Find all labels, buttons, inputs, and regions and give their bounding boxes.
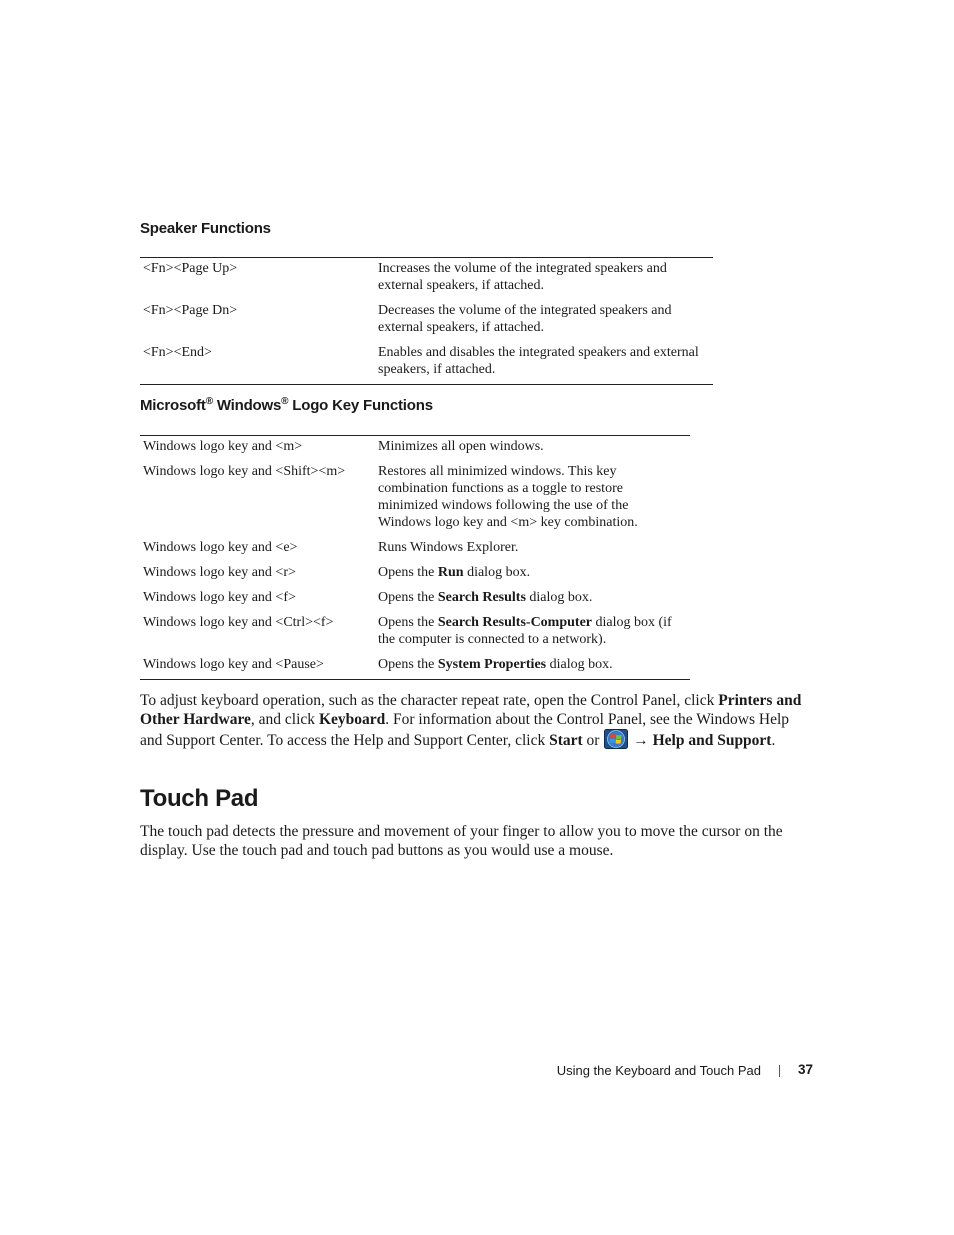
heading-windows: Windows (212, 397, 282, 414)
adjust-keyboard-paragraph (140, 692, 812, 751)
page-footer (0, 1061, 954, 1081)
key-combo: <Fn><Page Dn> (143, 303, 238, 318)
table-row (140, 436, 690, 464)
key-description: Enables and disables the integrated speakers and external speakers, if attached. (378, 345, 699, 377)
desc-text: dialog box. (546, 657, 613, 672)
key-description (378, 614, 690, 656)
dialog-name: System Properties (437, 657, 547, 672)
menu-path-keyboard: Keyboard (318, 710, 386, 728)
key-description (378, 656, 690, 680)
touch-pad-title: Touch Pad (140, 785, 259, 812)
table-row (140, 656, 690, 680)
key-description: Runs Windows Explorer. (378, 540, 519, 555)
table-row (140, 302, 713, 344)
key-combo: Windows logo key and <Ctrl><f> (143, 615, 334, 630)
table-row (140, 344, 713, 385)
menu-path-help-support: Help and Support (652, 732, 772, 750)
table-row (140, 539, 690, 564)
key-combo: Windows logo key and <m> (143, 439, 303, 454)
key-combo: <Fn><Page Up> (143, 261, 238, 276)
heading-rest: Logo Key Functions (288, 397, 433, 414)
key-description (378, 564, 690, 589)
speaker-functions-table (140, 257, 713, 385)
key-combo: Windows logo key and <e> (143, 540, 298, 555)
table-row (140, 589, 690, 614)
desc-text: Opens the (378, 565, 438, 580)
desc-text: dialog box. (463, 565, 531, 580)
windows-start-icon (604, 729, 628, 749)
touch-pad-paragraph: The touch pad detects the pressure and movement of your finger to allow you to move the cursor on the display. Use the touch pad and touch pad buttons as you would use a mouse. (140, 823, 783, 859)
registered-mark: ® (281, 396, 289, 407)
speaker-functions-heading: Speaker Functions (140, 220, 271, 237)
paragraph-text: . (771, 732, 776, 750)
windows-logo-key-heading (140, 397, 433, 414)
desc-text: Opens the (378, 590, 438, 605)
dialog-name: Search Results-Computer (437, 615, 593, 630)
menu-path-printers-hardware: Printers and Other Hardware (140, 692, 802, 728)
desc-text: dialog box (if the computer is connected to a network). (378, 615, 672, 647)
desc-text: Opens the (378, 657, 438, 672)
arrow-separator: → (629, 732, 653, 750)
paragraph-text: , and click (250, 710, 319, 728)
footer-divider (779, 1065, 780, 1077)
windows-logo-key-table (140, 435, 690, 680)
key-description: Minimizes all open windows. (378, 439, 544, 454)
running-footer-title: Using the Keyboard and Touch Pad (556, 1063, 761, 1078)
page-number: 37 (798, 1062, 814, 1077)
key-description (378, 589, 690, 614)
table-row (140, 463, 690, 539)
key-description: Increases the volume of the integrated speakers and external speakers, if attached. (378, 261, 667, 293)
paragraph-text: To adjust keyboard operation, such as the character repeat rate, open the Control Panel, click (140, 692, 719, 709)
desc-text: dialog box. (525, 590, 593, 605)
dialog-name: Run (437, 565, 464, 580)
key-combo: Windows logo key and <f> (143, 590, 296, 605)
key-description: Restores all minimized windows. This key combination functions as a toggle to restore minimized windows following the use of the Windows logo key and <m> key combination. (378, 464, 638, 530)
table-row (140, 258, 713, 303)
desc-text: Opens the (378, 615, 438, 630)
paragraph-text: or (582, 732, 604, 750)
paragraph-text: . For information about the Control Panel, see the Windows Help and Support Center. To access the Help and Support Center, click (140, 710, 789, 750)
key-description: Decreases the volume of the integrated speakers and external speakers, if attached. (378, 303, 672, 335)
key-combo: <Fn><End> (143, 345, 212, 360)
key-combo: Windows logo key and <r> (143, 565, 296, 580)
key-combo: Windows logo key and <Pause> (143, 657, 324, 672)
heading-microsoft: Microsoft (140, 397, 206, 414)
registered-mark: ® (205, 396, 213, 407)
dialog-name: Search Results (437, 590, 526, 605)
table-row (140, 614, 690, 656)
table-row (140, 564, 690, 589)
menu-path-start: Start (549, 732, 583, 750)
key-combo: Windows logo key and <Shift><m> (143, 464, 346, 479)
